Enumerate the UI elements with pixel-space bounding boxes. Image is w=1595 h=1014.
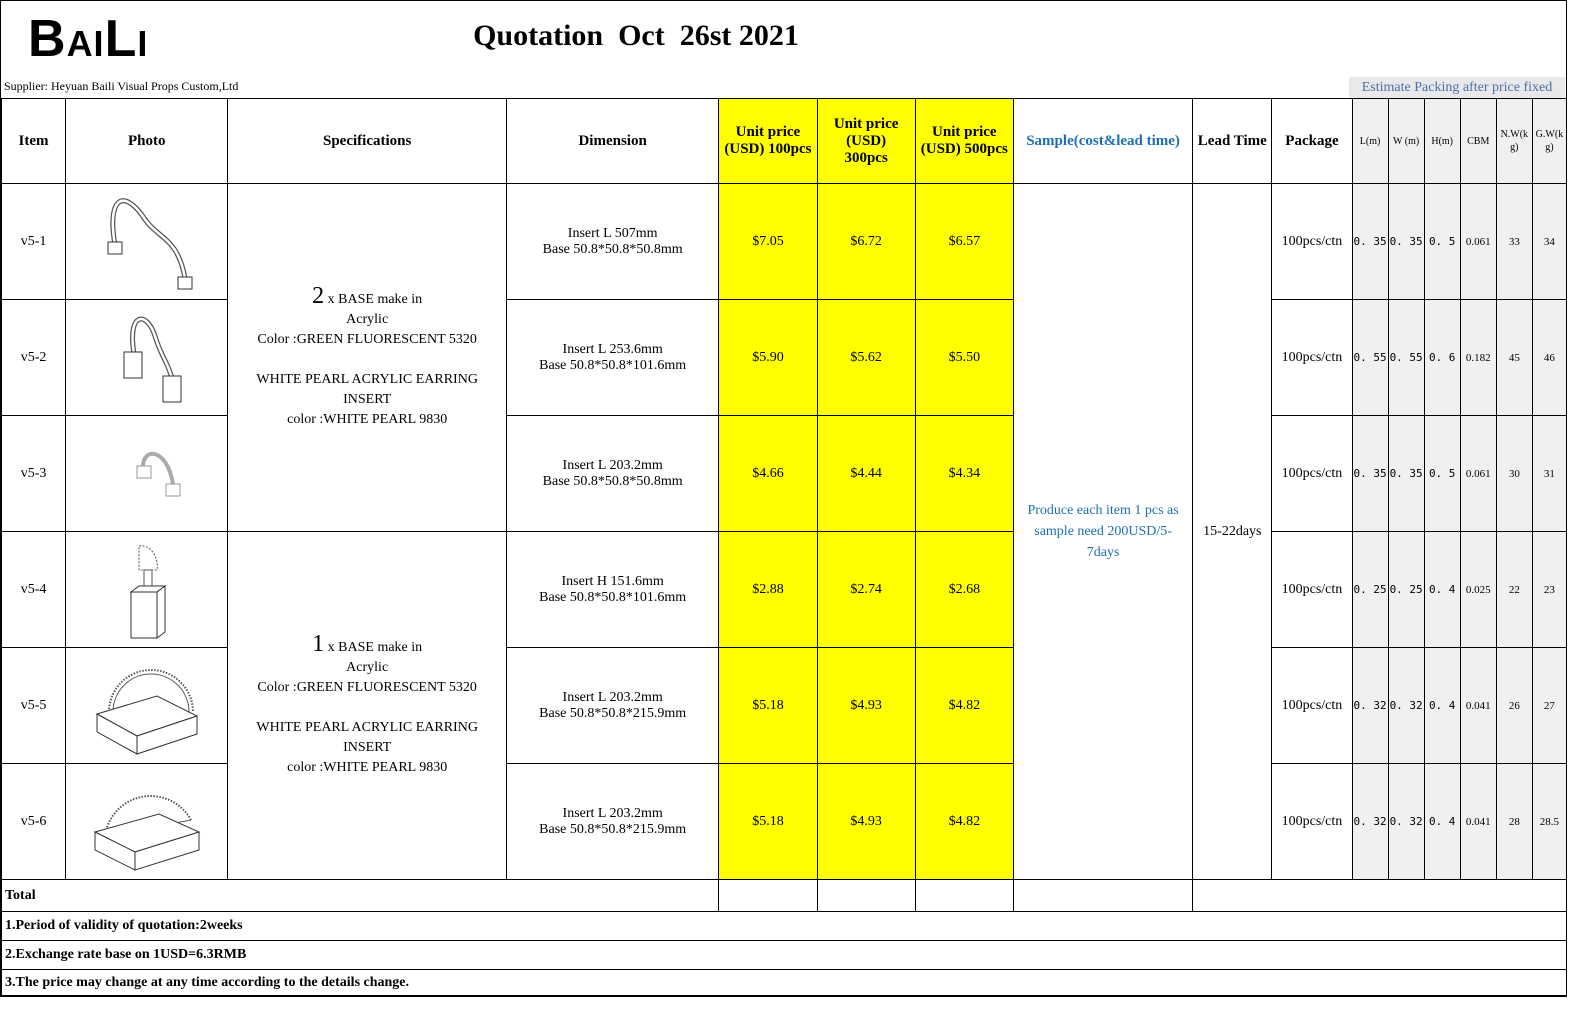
baili-logo: BAILI <box>28 10 149 68</box>
item-code: v5-1 <box>2 184 66 300</box>
width-value: 0. 35 <box>1388 416 1424 532</box>
length-value: 0. 55 <box>1352 300 1388 416</box>
length-value: 0. 25 <box>1352 532 1388 648</box>
note-validity: 1.Period of validity of quotation:2weeks <box>2 912 1567 941</box>
length-value: 0. 35 <box>1352 184 1388 300</box>
col-cbm: CBM <box>1460 99 1496 184</box>
product-photo <box>66 764 228 880</box>
dimension-cell: Insert L 203.2mm Base 50.8*50.8*50.8mm <box>506 416 718 532</box>
net-weight-value: 33 <box>1496 184 1532 300</box>
width-value: 0. 25 <box>1388 532 1424 648</box>
total-label: Total <box>2 880 719 912</box>
col-gross-weight: G.W(k g) <box>1532 99 1566 184</box>
sample-info: Produce each item 1 pcs as sample need 200USD/5-7days <box>1013 184 1192 880</box>
spec-group-2: 1 x BASE make in Acrylic Color :GREEN FLUORESCENT 5320 WHITE PEARL ACRYLIC EARRING INSERT color :WHITE PEARL 9830 <box>228 532 507 880</box>
price-100: $4.66 <box>719 416 817 532</box>
note-price-change: 3.The price may change at any time according to the details change. <box>2 970 1567 996</box>
price-300: $4.93 <box>817 764 915 880</box>
supplier-label: Supplier: Heyuan Baili Visual Props Custom,Ltd <box>4 79 239 93</box>
gross-weight-value: 28.5 <box>1532 764 1566 880</box>
package-cell: 100pcs/ctn <box>1272 764 1352 880</box>
width-value: 0. 32 <box>1388 648 1424 764</box>
gross-weight-value: 23 <box>1532 532 1566 648</box>
gross-weight-value: 46 <box>1532 300 1566 416</box>
col-height: H(m) <box>1424 99 1460 184</box>
price-500: $5.50 <box>915 300 1013 416</box>
dimension-cell: Insert H 151.6mm Base 50.8*50.8*101.6mm <box>506 532 718 648</box>
total-price-300 <box>817 880 915 912</box>
col-dimension: Dimension <box>506 99 718 184</box>
width-value: 0. 55 <box>1388 300 1424 416</box>
price-500: $6.57 <box>915 184 1013 300</box>
col-specifications: Specifications <box>228 99 507 184</box>
product-photo <box>66 184 228 300</box>
curved-insert-small-base-image <box>87 190 207 294</box>
dimension-cell: Insert L 507mm Base 50.8*50.8*50.8mm <box>506 184 718 300</box>
length-value: 0. 35 <box>1352 416 1388 532</box>
col-price-500: Unit price (USD) 500pcs <box>915 99 1013 184</box>
cbm-value: 0.041 <box>1460 648 1496 764</box>
half-circle-insert-large-image <box>87 770 207 874</box>
quotation-table <box>1 98 1567 996</box>
note-row <box>2 912 1567 941</box>
item-code: v5-6 <box>2 764 66 880</box>
height-value: 0. 4 <box>1424 764 1460 880</box>
product-photo <box>66 416 228 532</box>
dimension-cell: Insert L 203.2mm Base 50.8*50.8*215.9mm <box>506 648 718 764</box>
length-value: 0. 32 <box>1352 648 1388 764</box>
net-weight-value: 22 <box>1496 532 1532 648</box>
cbm-value: 0.041 <box>1460 764 1496 880</box>
package-cell: 100pcs/ctn <box>1272 532 1352 648</box>
curved-insert-tall-base-image <box>87 306 207 410</box>
note-row <box>2 970 1567 996</box>
col-package: Package <box>1272 99 1352 184</box>
col-lead-time: Lead Time <box>1193 99 1272 184</box>
net-weight-value: 28 <box>1496 764 1532 880</box>
col-price-300: Unit price (USD) 300pcs <box>817 99 915 184</box>
item-code: v5-4 <box>2 532 66 648</box>
price-500: $2.68 <box>915 532 1013 648</box>
height-value: 0. 5 <box>1424 416 1460 532</box>
price-100: $7.05 <box>719 184 817 300</box>
total-rest <box>1193 880 1567 912</box>
dimension-cell: Insert L 253.6mm Base 50.8*50.8*101.6mm <box>506 300 718 416</box>
page-title: Quotation Oct 26st 2021 <box>473 19 799 52</box>
height-value: 0. 6 <box>1424 300 1460 416</box>
package-cell: 100pcs/ctn <box>1272 648 1352 764</box>
item-code: v5-3 <box>2 416 66 532</box>
height-value: 0. 4 <box>1424 648 1460 764</box>
net-weight-value: 26 <box>1496 648 1532 764</box>
price-100: $5.90 <box>719 300 817 416</box>
package-cell: 100pcs/ctn <box>1272 416 1352 532</box>
col-item: Item <box>2 99 66 184</box>
col-price-100: Unit price (USD) 100pcs <box>719 99 817 184</box>
price-500: $4.82 <box>915 764 1013 880</box>
note-row <box>2 941 1567 970</box>
product-photo <box>66 648 228 764</box>
product-photo <box>66 532 228 648</box>
package-cell: 100pcs/ctn <box>1272 300 1352 416</box>
price-300: $2.74 <box>817 532 915 648</box>
total-price-500 <box>915 880 1013 912</box>
price-300: $4.44 <box>817 416 915 532</box>
cbm-value: 0.061 <box>1460 184 1496 300</box>
table-row <box>2 184 1567 300</box>
col-length: L(m) <box>1352 99 1388 184</box>
price-100: $5.18 <box>719 648 817 764</box>
item-code: v5-5 <box>2 648 66 764</box>
cbm-value: 0.025 <box>1460 532 1496 648</box>
half-circle-insert-image <box>87 654 207 758</box>
item-code: v5-2 <box>2 300 66 416</box>
product-photo <box>66 300 228 416</box>
total-price-100 <box>719 880 817 912</box>
length-value: 0. 32 <box>1352 764 1388 880</box>
cbm-value: 0.061 <box>1460 416 1496 532</box>
price-100: $2.88 <box>719 532 817 648</box>
small-arch-insert-image <box>87 422 207 526</box>
col-net-weight: N.W(k g) <box>1496 99 1532 184</box>
price-300: $4.93 <box>817 648 915 764</box>
spec-group-1: 2 x BASE make in Acrylic Color :GREEN FLUORESCENT 5320 WHITE PEARL ACRYLIC EARRING INSERT color :WHITE PEARL 9830 <box>228 184 507 532</box>
col-photo: Photo <box>66 99 228 184</box>
note-exchange-rate: 2.Exchange rate base on 1USD=6.3RMB <box>2 941 1567 970</box>
header-row <box>2 99 1567 184</box>
package-cell: 100pcs/ctn <box>1272 184 1352 300</box>
price-100: $5.18 <box>719 764 817 880</box>
gross-weight-value: 27 <box>1532 648 1566 764</box>
col-sample: Sample(cost&lead time) <box>1013 99 1192 184</box>
price-500: $4.34 <box>915 416 1013 532</box>
price-300: $6.72 <box>817 184 915 300</box>
estimate-packing-note: Estimate Packing after price fixed <box>1349 77 1565 98</box>
price-300: $5.62 <box>817 300 915 416</box>
cbm-value: 0.182 <box>1460 300 1496 416</box>
total-row <box>2 880 1567 912</box>
total-sample <box>1013 880 1192 912</box>
dimension-cell: Insert L 203.2mm Base 50.8*50.8*215.9mm <box>506 764 718 880</box>
gross-weight-value: 31 <box>1532 416 1566 532</box>
col-width: W (m) <box>1388 99 1424 184</box>
table-row <box>2 532 1567 648</box>
net-weight-value: 30 <box>1496 416 1532 532</box>
height-value: 0. 4 <box>1424 532 1460 648</box>
width-value: 0. 35 <box>1388 184 1424 300</box>
lead-time-value: 15-22days <box>1193 184 1272 880</box>
net-weight-value: 45 <box>1496 300 1532 416</box>
width-value: 0. 32 <box>1388 764 1424 880</box>
gross-weight-value: 34 <box>1532 184 1566 300</box>
price-500: $4.82 <box>915 648 1013 764</box>
vertical-insert-image <box>87 538 207 642</box>
height-value: 0. 5 <box>1424 184 1460 300</box>
